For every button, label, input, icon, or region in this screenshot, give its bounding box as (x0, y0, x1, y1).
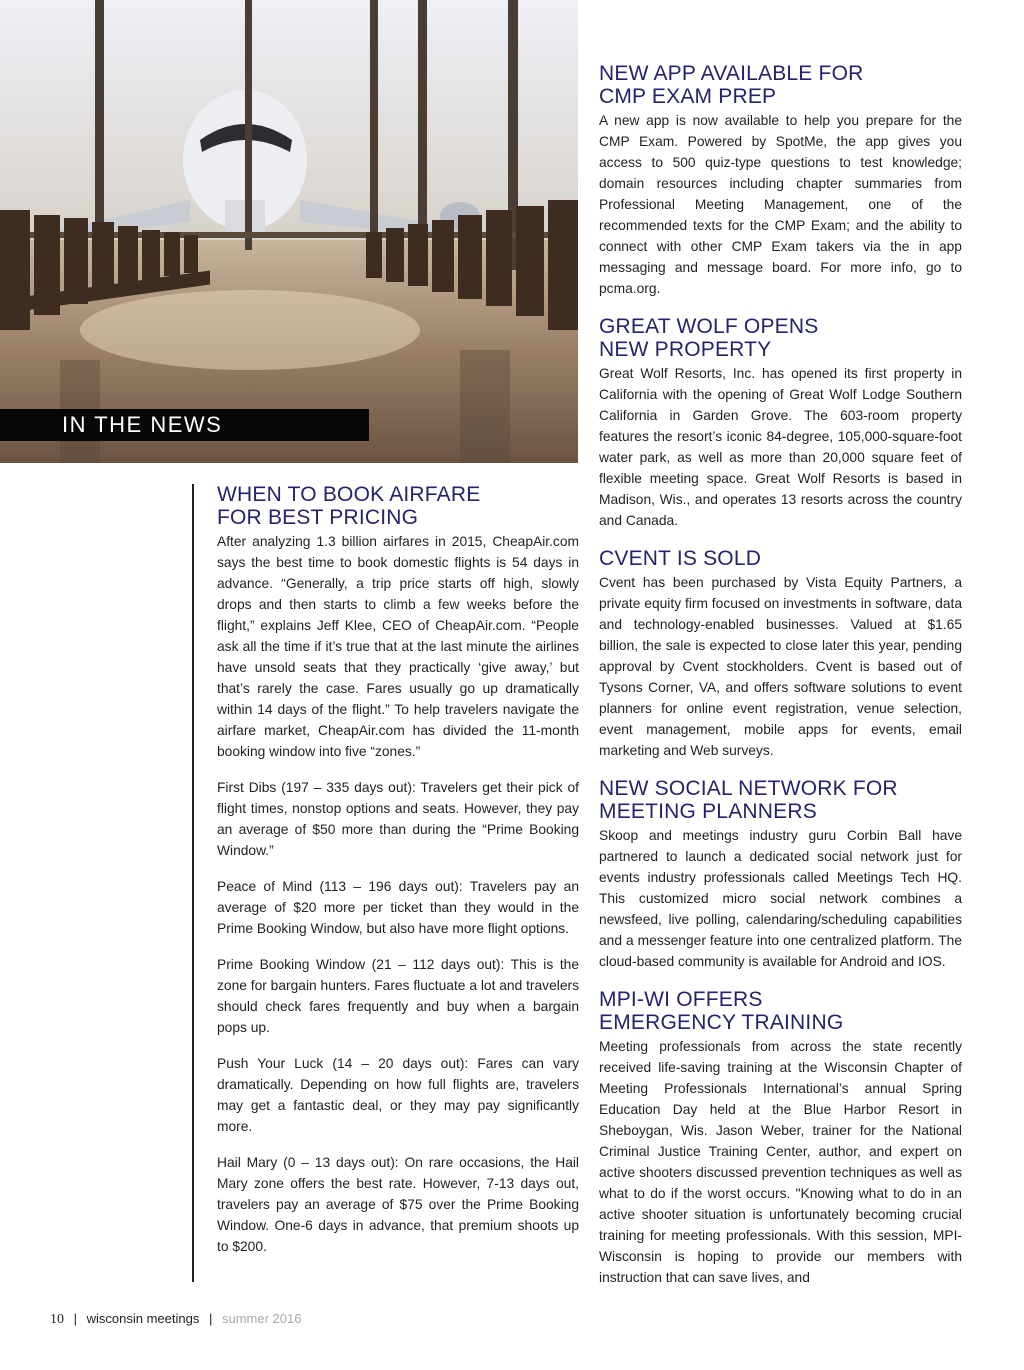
column-rule (192, 484, 194, 1282)
airfare-article (217, 483, 579, 1257)
article-paragraph: First Dibs (197 – 335 days out): Travelers get their pick of flight times, nonstop options and seats. However, they pay an average of $50 more than during the “Prime Booking Window.” (217, 780, 579, 858)
brief-headline (599, 315, 962, 361)
brief-headline (599, 988, 962, 1034)
brief-headline (599, 62, 962, 108)
headline-line: NEW APP AVAILABLE FOR (599, 62, 864, 85)
page-footer (50, 1311, 301, 1328)
news-briefs-column (599, 62, 962, 1304)
article-paragraph: Hail Mary (0 – 13 days out): On rare occasions, the Hail Mary zone offers the best rate. However, 7-13 days out, travelers pay an average of $75 over the Prime Booking Window. One-6 days in advance, that premium shoots up to $200. (217, 1155, 579, 1254)
article-paragraph: Push Your Luck (14 – 20 days out): Fares can vary dramatically. Depending on how full flights are, travelers may get a fantastic deal, or they may pay significantly more. (217, 1056, 579, 1134)
brief-body: Meeting professionals from across the state recently received life-saving training at the Wisconsin Chapter of Meeting Professionals International’s annual Spring Education Day held at the Blue Harbor Resort in Sheboygan, Wis. Jason Weber, trainer for the National Criminal Justice Training Center, author, and expert on active shooters discussed prevention techniques as well as what to do if the worst occurs. "Knowing what to do in an active shooter situation is unfortunately becoming crucial training for meeting professionals. With this session, MPI-Wisconsin is hoping to provide our members with instruction that can save lives, and (599, 1039, 962, 1285)
page-number: 10 (50, 1312, 64, 1327)
headline-line: NEW SOCIAL NETWORK FOR (599, 777, 898, 800)
brief-body: Skoop and meetings industry guru Corbin Ball have partnered to launch a dedicated social network just for events industry professionals called Meetings Tech HQ. This customized micro social network combines a newsfeed, live polling, calendaring/scheduling capabilities and a messenger feature into one centralized platform. The cloud-based community is available for Android and IOS. (599, 828, 962, 969)
news-brief-cmp-app (599, 62, 962, 299)
news-brief-great-wolf (599, 315, 962, 531)
article-paragraph: Peace of Mind (113 – 196 days out): Travelers pay an average of $20 more per ticket than they would in the Prime Booking Window, but also have more flight options. (217, 879, 579, 936)
headline-line: EMERGENCY TRAINING (599, 1011, 844, 1034)
headline-line: FOR BEST PRICING (217, 506, 419, 529)
headline-line: NEW PROPERTY (599, 338, 772, 361)
publication-name: wisconsin meetings (86, 1311, 200, 1326)
brief-body: Great Wolf Resorts, Inc. has opened its first property in California with the opening of Great Wolf Lodge Southern California in Garden Grove. The 603-room property features the resort’s iconic 84-degree, 105,000-square-foot water park, as well as more than 20,000 square feet of flexible meeting space. Great Wolf Resorts is based in Madison, Wis., and operates 13 resorts across the country and Canada. (599, 366, 962, 528)
section-banner: IN THE NEWS (0, 409, 369, 441)
headline-line: WHEN TO BOOK AIRFARE (217, 483, 481, 506)
airplane-illustration (0, 0, 578, 463)
article-paragraph: After analyzing 1.3 billion airfares in 2015, CheapAir.com says the best time to book domestic flights is 54 days in advance. “Generally, a trip price starts off high, slowly drops and then starts to climb a few weeks before the flight,” explains Jeff Klee, CEO of CheapAir.com. “People ask all the time if it’s true that at the last minute the airlines have unsold seats that they practically ‘give away,’ but that’s rarely the case. Fares usually go up dramatically within 14 days of the flight.” To help travelers navigate the airfare market, CheapAir.com has divided the 11-month booking window into five “zones.” (217, 534, 579, 759)
brief-headline (599, 547, 962, 570)
brief-headline (599, 777, 962, 823)
headline-line: CVENT IS SOLD (599, 547, 762, 570)
airport-terminal-photo (0, 0, 578, 463)
article-headline (217, 483, 579, 529)
footer-separator: | (73, 1311, 78, 1326)
news-brief-social-network (599, 777, 962, 972)
headline-line: MPI-WI OFFERS (599, 988, 763, 1011)
headline-line: GREAT WOLF OPENS (599, 315, 819, 338)
brief-body: A new app is now available to help you prepare for the CMP Exam. Powered by SpotMe, the app gives you access to 500 quiz-type questions to test knowledge; domain resources including chapter summaries from Professional Meeting Management, one of the recommended texts for the CMP Exam; and the ability to connect with other CMP Exam takers via the in app messaging and message board. For more info, go to pcma.org. (599, 113, 962, 296)
issue-name: summer 2016 (222, 1311, 302, 1326)
footer-separator: | (208, 1311, 213, 1326)
article-paragraph: Prime Booking Window (21 – 112 days out): This is the zone for bargain hunters. Fares fluctuate a lot and travelers should check fares frequently and buy when a bargain pops up. (217, 957, 579, 1035)
brief-body: Cvent has been purchased by Vista Equity Partners, a private equity firm focused on investments in software, data and technology-enabled businesses. Valued at $1.65 billion, the sale is expected to close later this year, pending approval by Cvent stockholders. Cvent is based out of Tysons Corner, VA, and offers software solutions to event planners for online event registration, venue selection, event management, mobile apps for events, email marketing and Web surveys. (599, 575, 962, 758)
headline-line: MEETING PLANNERS (599, 800, 817, 823)
news-brief-cvent (599, 547, 962, 761)
headline-line: CMP EXAM PREP (599, 85, 777, 108)
news-brief-mpi-training (599, 988, 962, 1288)
